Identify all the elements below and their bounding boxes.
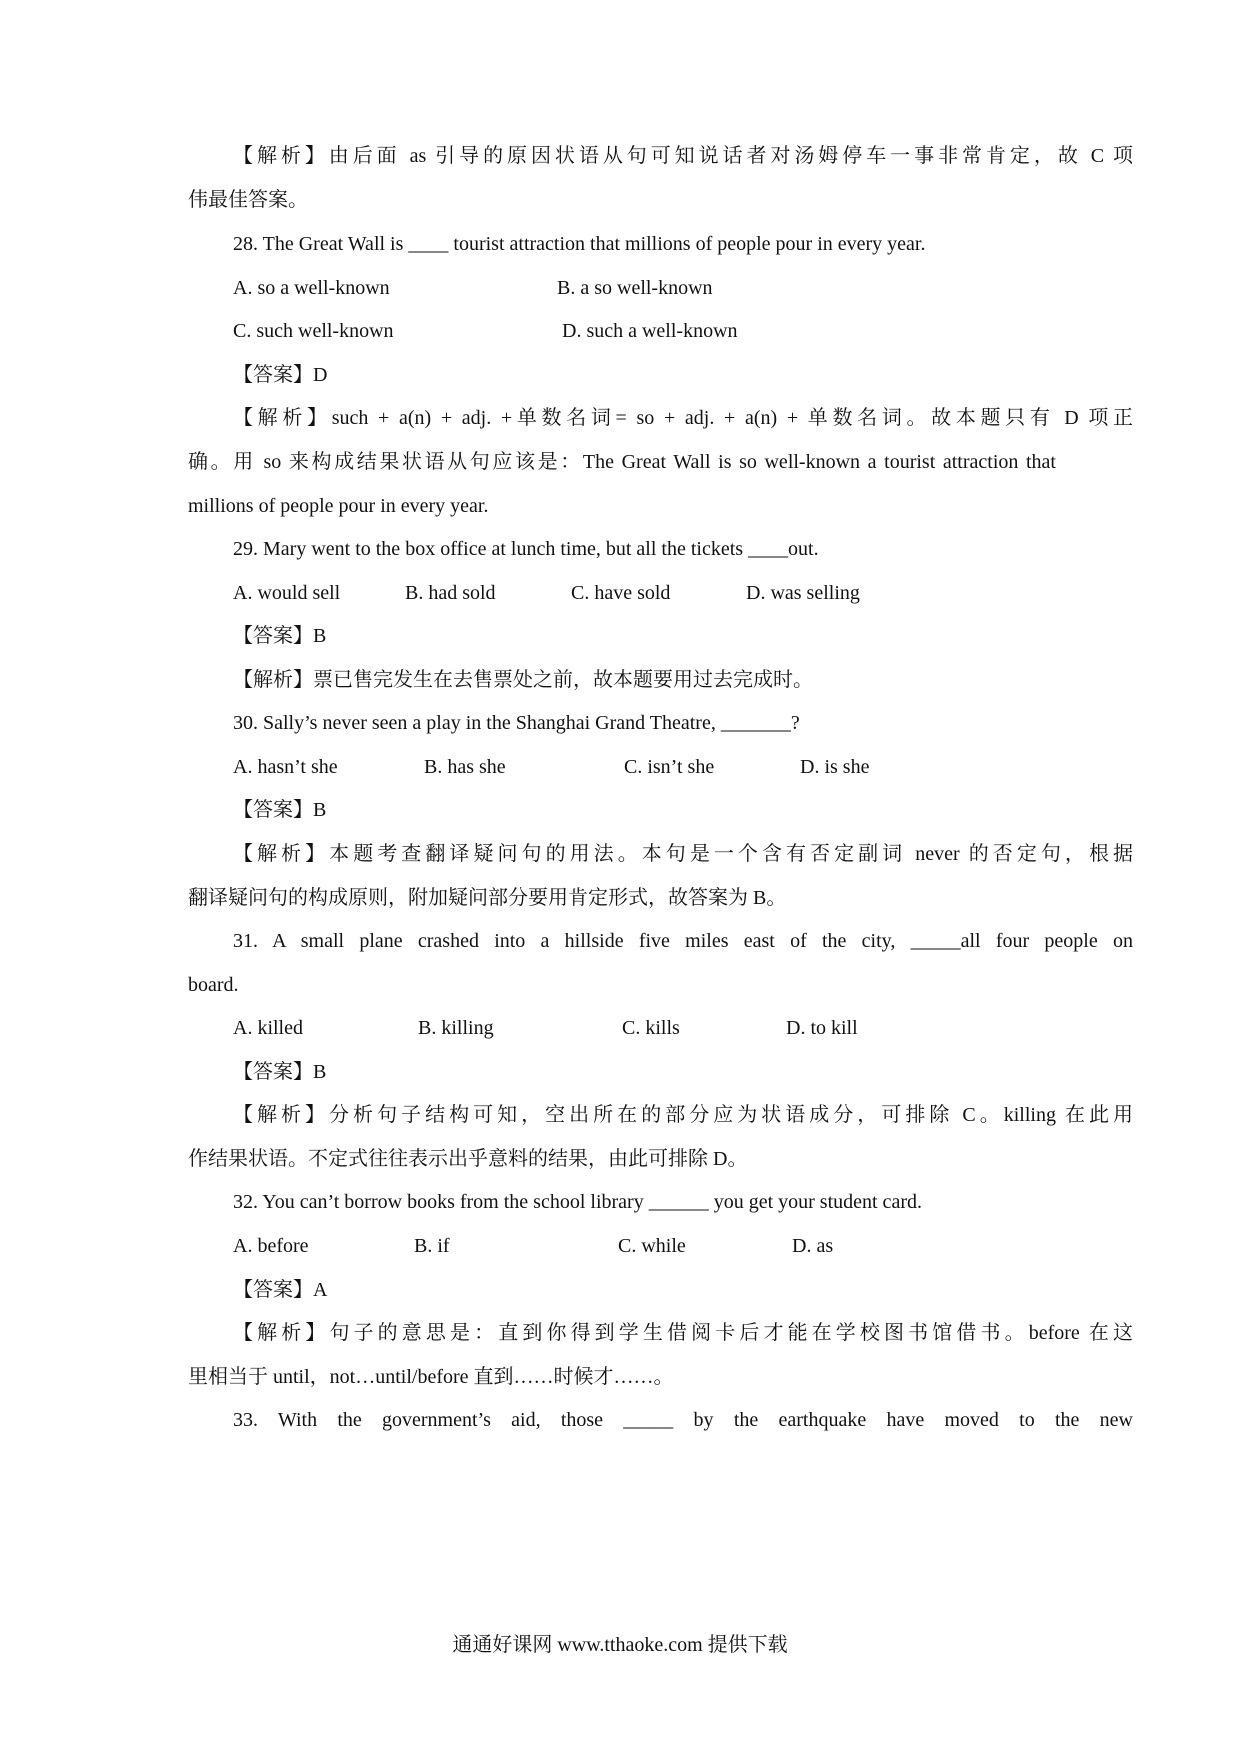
option-c: C. such well-known [233,320,394,342]
q27-explanation-line-2: 伟最佳答案。 [188,189,308,211]
q31-question-line-1: 31. A small plane crashed into a hillside five miles east of the city, _____all four people on [233,930,1133,952]
q29-options [0,573,1240,613]
option-a: A. hasn’t she [233,756,338,778]
q32-explanation-line-1: 【解析】句子的意思是：直到你得到学生借阅卡后才能在学校图书馆借书。before 在这 [233,1322,1133,1344]
q28-options-row-1 [0,268,1240,308]
option-a: A. killed [233,1017,303,1039]
q28-options-row-2 [0,311,1240,351]
option-d: D. was selling [746,582,860,604]
option-d: D. such a well-known [562,320,738,342]
q29-answer: 【答案】B [233,625,327,647]
option-a: A. so a well-known [233,277,390,299]
q32-explanation-line-2: 里相当于 until，not…until/before 直到……时候才……。 [188,1366,674,1388]
q31-options [0,1008,1240,1048]
q30-question: 30. Sally’s never seen a play in the Shanghai Grand Theatre, _______? [233,712,800,734]
option-b: B. has she [424,756,506,778]
q30-explanation-line-2: 翻译疑问句的构成原则，附加疑问部分要用肯定形式，故答案为 B。 [188,887,787,909]
q31-answer: 【答案】B [233,1061,327,1083]
page-footer: 通通好课网 www.tthaoke.com 提供下载 [452,1634,788,1656]
q32-options [0,1226,1240,1266]
q30-explanation-line-1: 【解析】本题考查翻译疑问句的用法。本句是一个含有否定副词 never 的否定句，根据 [233,843,1133,865]
option-b: B. if [414,1235,450,1257]
q30-answer: 【答案】B [233,799,327,821]
option-b: B. killing [418,1017,494,1039]
option-c: C. kills [622,1017,680,1039]
q32-question: 32. You can’t borrow books from the school library ______ you get your student card. [233,1191,922,1213]
q29-question: 29. Mary went to the box office at lunch time, but all the tickets ____out. [233,538,819,560]
option-a: A. would sell [233,582,341,604]
q28-question: 28. The Great Wall is ____ tourist attraction that millions of people pour in every year. [233,233,926,255]
option-c: C. while [618,1235,686,1257]
q31-explanation-line-2: 作结果状语。不定式往往表示出乎意料的结果，由此可排除 D。 [188,1148,748,1170]
q31-question-line-2: board. [188,974,239,996]
option-d: D. to kill [786,1017,858,1039]
q28-answer: 【答案】D [233,364,328,386]
q28-explanation-line-1: 【解析】such + a(n) + adj. +单数名词= so + adj. + a(n) + 单数名词。故本题只有 D 项正 [233,407,1133,429]
option-b: B. had sold [405,582,496,604]
q28-explanation-line-3: millions of people pour in every year. [188,495,489,517]
q28-explanation-line-2: 确。用 so 来构成结果状语从句应该是：The Great Wall is so well-known a tourist attraction that [188,451,1056,473]
q27-explanation-line-1: 【解析】由后面 as 引导的原因状语从句可知说话者对汤姆停车一事非常肯定，故 C 项 [233,145,1133,167]
option-d: D. as [792,1235,834,1257]
option-c: C. isn’t she [624,756,715,778]
q31-explanation-line-1: 【解析】分析句子结构可知，空出所在的部分应为状语成分，可排除 C。killing 在此用 [233,1104,1133,1126]
option-b: B. a so well-known [557,277,713,299]
q33-question-line-1: 33. With the government’s aid, those _____ by the earthquake have moved to the new [233,1409,1133,1431]
option-c: C. have sold [571,582,671,604]
q30-options [0,747,1240,787]
option-a: A. before [233,1235,309,1257]
option-d: D. is she [800,756,870,778]
q29-explanation: 【解析】票已售完发生在去售票处之前，故本题要用过去完成时。 [233,669,813,691]
q32-answer: 【答案】A [233,1279,328,1301]
